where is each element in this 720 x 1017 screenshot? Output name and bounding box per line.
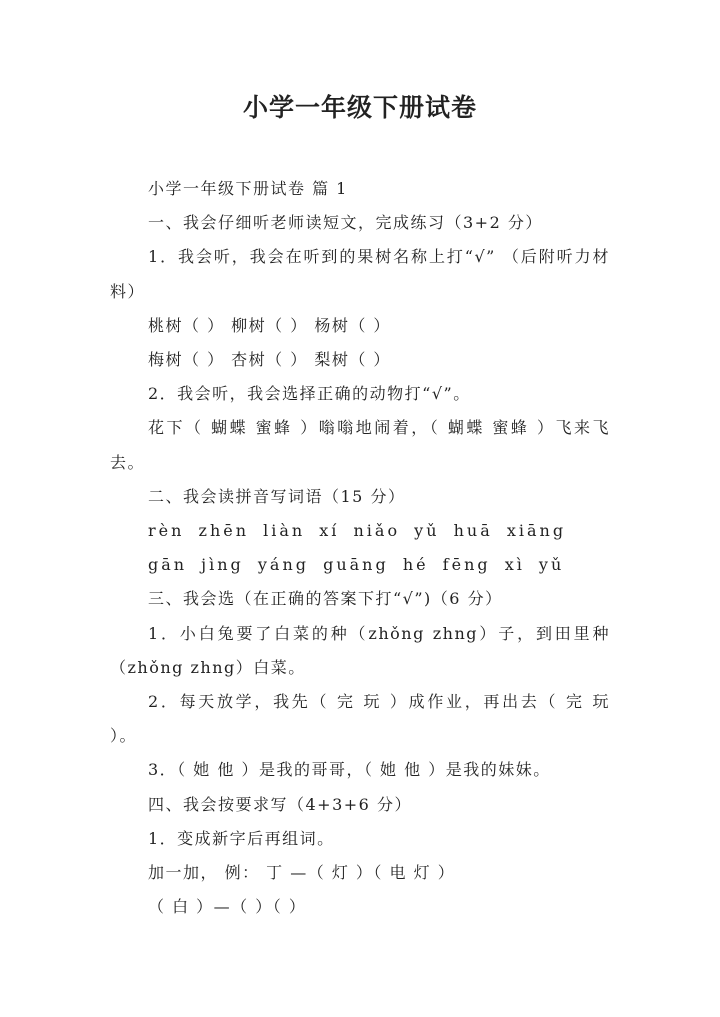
question-heading: 一、我会仔细听老师读短文，完成练习（3+2 分） <box>148 213 543 233</box>
section-heading: 小学一年级下册试卷 篇 1 <box>148 179 348 198</box>
document-title: 小学一年级下册试卷 <box>242 93 477 122</box>
question-text: 2．每天放学，我先（ 完 玩 ）成作业，再出去（ 完 玩 ）。 <box>110 691 610 746</box>
question-heading: 二、我会读拼音写词语（15 分） <box>148 486 406 506</box>
answer-line: （ 白 ）—（ ）（ ） <box>148 897 307 917</box>
question-text: 3．（ 她 他 ）是我的哥哥，（ 她 他 ）是我的妹妹。 <box>148 760 551 780</box>
question-text: 1．我会听，我会在听到的果树名称上打“√” （后附听力材料） <box>110 247 610 301</box>
question-heading: 三、我会选（在正确的答案下打“√”)（6 分） <box>148 589 503 609</box>
question-text: 1．变成新字后再组词。 <box>148 828 335 848</box>
example-line: 加一加， 例： 丁 —（ 灯 ）（ 电 灯 ） <box>148 862 456 882</box>
answer-options: 桃树（ ） 柳树（ ） 杨树（ ） <box>148 315 391 335</box>
answer-options: 梅树（ ） 杏树（ ） 梨树（ ） <box>148 349 391 369</box>
question-text: 2．我会听，我会选择正确的动物打“√”。 <box>148 384 471 404</box>
question-text: 1．小白兔要了白菜的种（zhǒng zhng）子，到田里种（zhǒng zhng）白菜。 <box>110 623 610 677</box>
pinyin-line: rèn zhēn liàn xí niǎo yǔ huā xiāng <box>148 520 567 540</box>
question-text: 花下（ 蝴蝶 蜜蜂 ）嗡嗡地闹着，（ 蝴蝶 蜜蜂 ）飞来飞去。 <box>110 418 610 472</box>
document-body <box>110 172 610 924</box>
question-heading: 四、我会按要求写（4+3+6 分） <box>148 794 412 814</box>
pinyin-line: gān jìng yáng guāng hé fēng xì yǔ <box>148 555 565 575</box>
